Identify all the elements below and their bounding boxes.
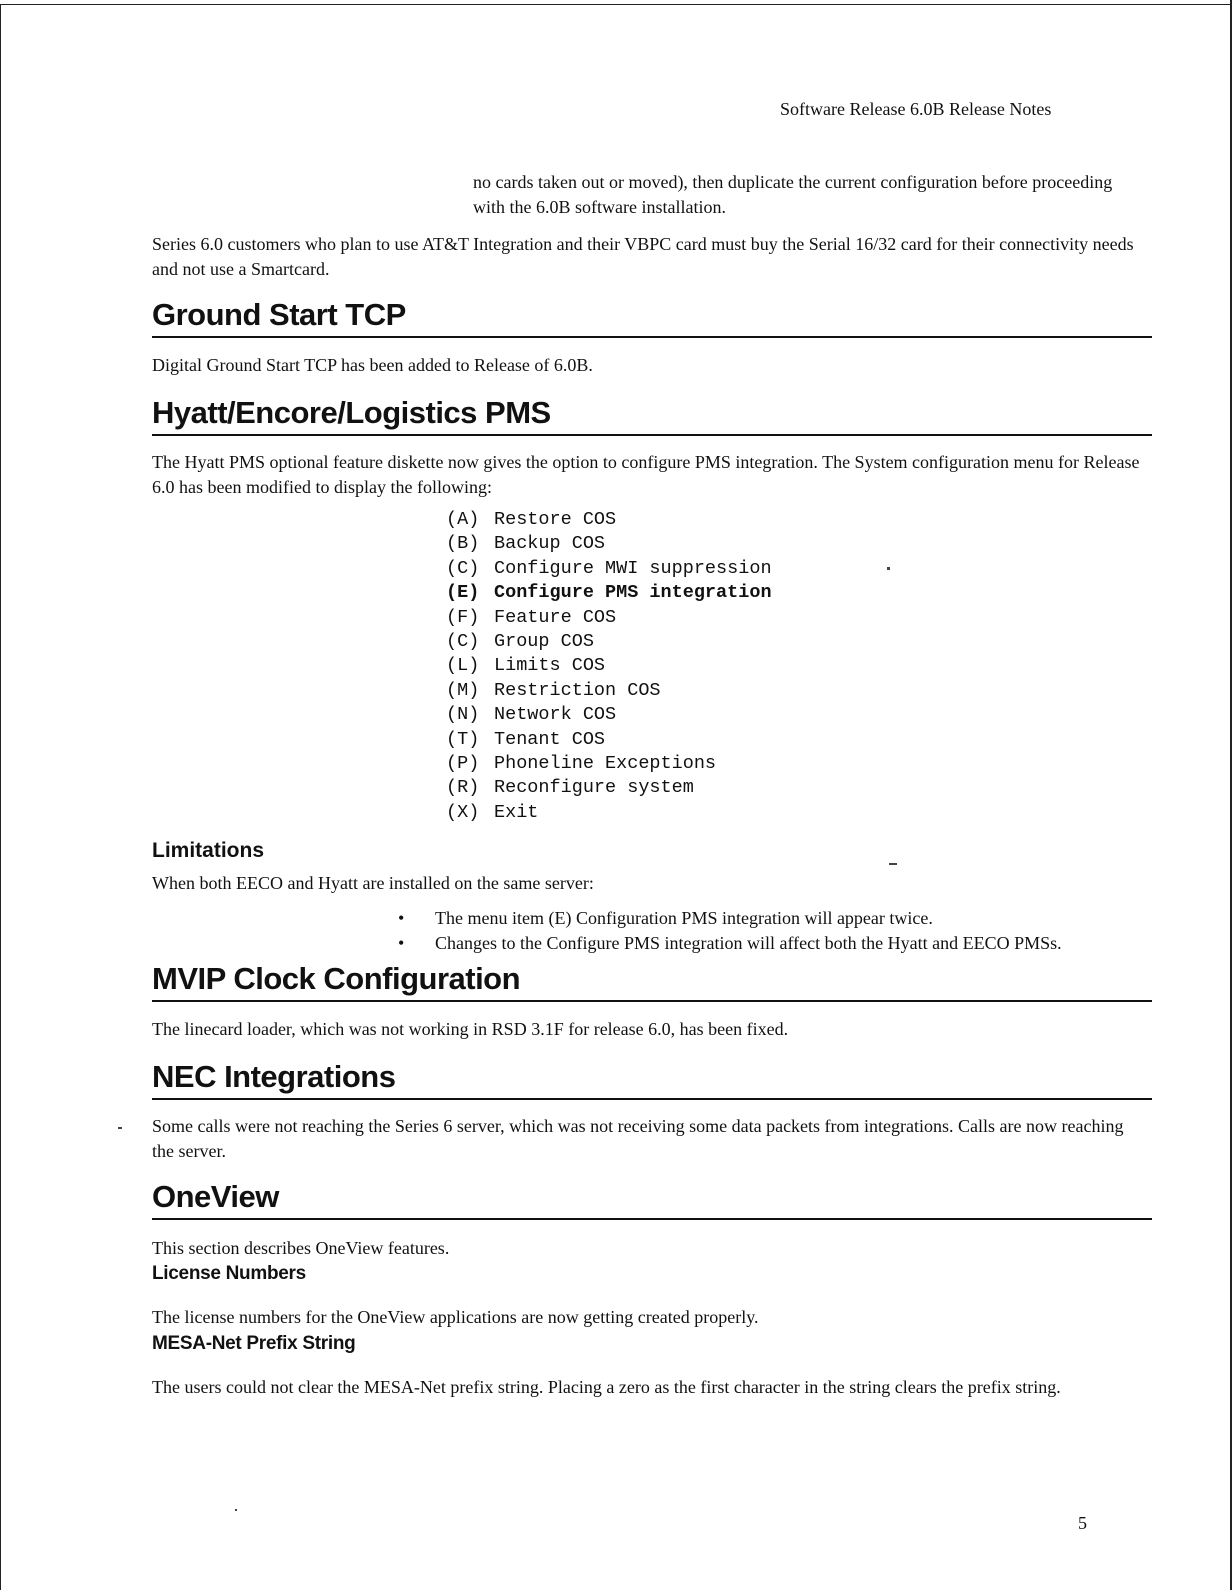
menu-item-key: (L): [446, 655, 480, 677]
menu-item: [446, 679, 772, 703]
hyatt-body: The Hyatt PMS optional feature diskette now gives the option to configure PMS integration. The System configuration menu for Release 6.0 has been modified to display the following:: [152, 452, 1140, 497]
menu-item-key: (M): [446, 679, 480, 701]
menu-item-key: (A): [446, 509, 480, 530]
section-title-oneview: OneView: [152, 1179, 279, 1214]
menu-item-label: Tenant COS: [494, 728, 606, 750]
limitation-item: • The menu item (E) Configuration PMS integration will appear twice.: [398, 906, 1062, 931]
menu-item: [446, 801, 772, 825]
nec-body: Some calls were not reaching the Series 6 server, which was not receiving some data packets from integrations. Calls are now reaching the server.: [152, 1116, 1124, 1161]
menu-item-label: Phoneline Exceptions: [494, 752, 717, 774]
menu-item-key: (R): [446, 777, 480, 799]
limitation-item: • Changes to the Configure PMS integration will affect both the Hyatt and EECO PMSs.: [398, 931, 1062, 956]
menu-item: [446, 557, 772, 581]
section-rule: [152, 1098, 1152, 1100]
section-rule: [152, 434, 1152, 436]
scan-speck: [118, 1127, 122, 1129]
menu-item: [446, 532, 772, 556]
license-numbers-title: License Numbers: [152, 1263, 306, 1284]
intro-paragraph: Series 6.0 customers who plan to use AT&T Integration and their VBPC card must buy the Serial 16/32 card for their connectivity needs and not use a Smartcard.: [152, 234, 1134, 279]
mvip-body: The linecard loader, which was not working in RSD 3.1F for release 6.0, has been fixed.: [152, 1019, 789, 1039]
menu-item-key: (B): [446, 533, 480, 555]
menu-item-label: Feature COS: [494, 606, 617, 628]
menu-item-label: Backup COS: [494, 533, 606, 555]
menu-item-key: (T): [446, 728, 480, 750]
oneview-body: This section describes OneView features.: [152, 1238, 450, 1258]
menu-item: [446, 752, 772, 776]
menu-item-key: (C): [446, 630, 480, 652]
continued-paragraph: no cards taken out or moved), then duplicate the current configuration before proceeding with the 6.0B software installation.: [473, 172, 1113, 217]
system-configuration-menu: [446, 508, 772, 825]
scan-speck: [235, 1509, 237, 1511]
menu-item-label: Exit: [494, 801, 539, 823]
limitations-intro: When both EECO and Hyatt are installed on the same server:: [152, 873, 594, 893]
limitations-list: [398, 906, 1062, 956]
menu-item: [446, 654, 772, 678]
page-border-top: [0, 4, 1232, 5]
menu-item: [446, 728, 772, 752]
scan-speck: [889, 863, 897, 865]
menu-item-key: (P): [446, 752, 480, 774]
section-title-ground-start: Ground Start TCP: [152, 297, 406, 332]
ground-start-body: Digital Ground Start TCP has been added to Release of 6.0B.: [152, 355, 593, 375]
license-numbers-body: The license numbers for the OneView applications are now getting created properly.: [152, 1307, 759, 1327]
section-title-nec: NEC Integrations: [152, 1059, 396, 1094]
menu-item-highlighted: [446, 581, 772, 605]
section-rule: [152, 1218, 1152, 1220]
menu-item: [446, 508, 772, 532]
mesa-net-title: MESA-Net Prefix String: [152, 1333, 356, 1354]
mesa-net-body: The users could not clear the MESA-Net prefix string. Placing a zero as the first character in the string clears the prefix string.: [152, 1377, 1061, 1397]
menu-item-label: Reconfigure system: [494, 777, 694, 799]
menu-item-label: Configure PMS integration: [494, 582, 772, 604]
page-border-left: [0, 4, 1, 1590]
menu-item-key: (N): [446, 704, 480, 726]
section-rule: [152, 1000, 1152, 1002]
menu-item-label: Restore COS: [494, 509, 617, 530]
menu-item: [446, 703, 772, 727]
menu-item-key: (C): [446, 557, 480, 579]
menu-item-label: Group COS: [494, 630, 594, 652]
menu-item: [446, 606, 772, 630]
menu-item-key: (F): [446, 606, 480, 628]
limitations-title: Limitations: [152, 839, 265, 862]
section-title-hyatt: Hyatt/Encore/Logistics PMS: [152, 395, 551, 430]
menu-item-label: Configure MWI suppression: [494, 557, 772, 579]
menu-item-label: Limits COS: [494, 655, 606, 677]
section-title-mvip: MVIP Clock Configuration: [152, 961, 521, 996]
page-number: 5: [1078, 1513, 1087, 1533]
menu-item-label: Network COS: [494, 704, 617, 726]
running-header: Software Release 6.0B Release Notes: [780, 99, 1052, 119]
menu-item: [446, 776, 772, 800]
section-rule: [152, 336, 1152, 338]
menu-item-label: Restriction COS: [494, 679, 661, 701]
menu-item-key: (X): [446, 801, 480, 823]
menu-item-key: (E): [446, 582, 480, 604]
scan-speck: [887, 567, 890, 570]
menu-item: [446, 630, 772, 654]
